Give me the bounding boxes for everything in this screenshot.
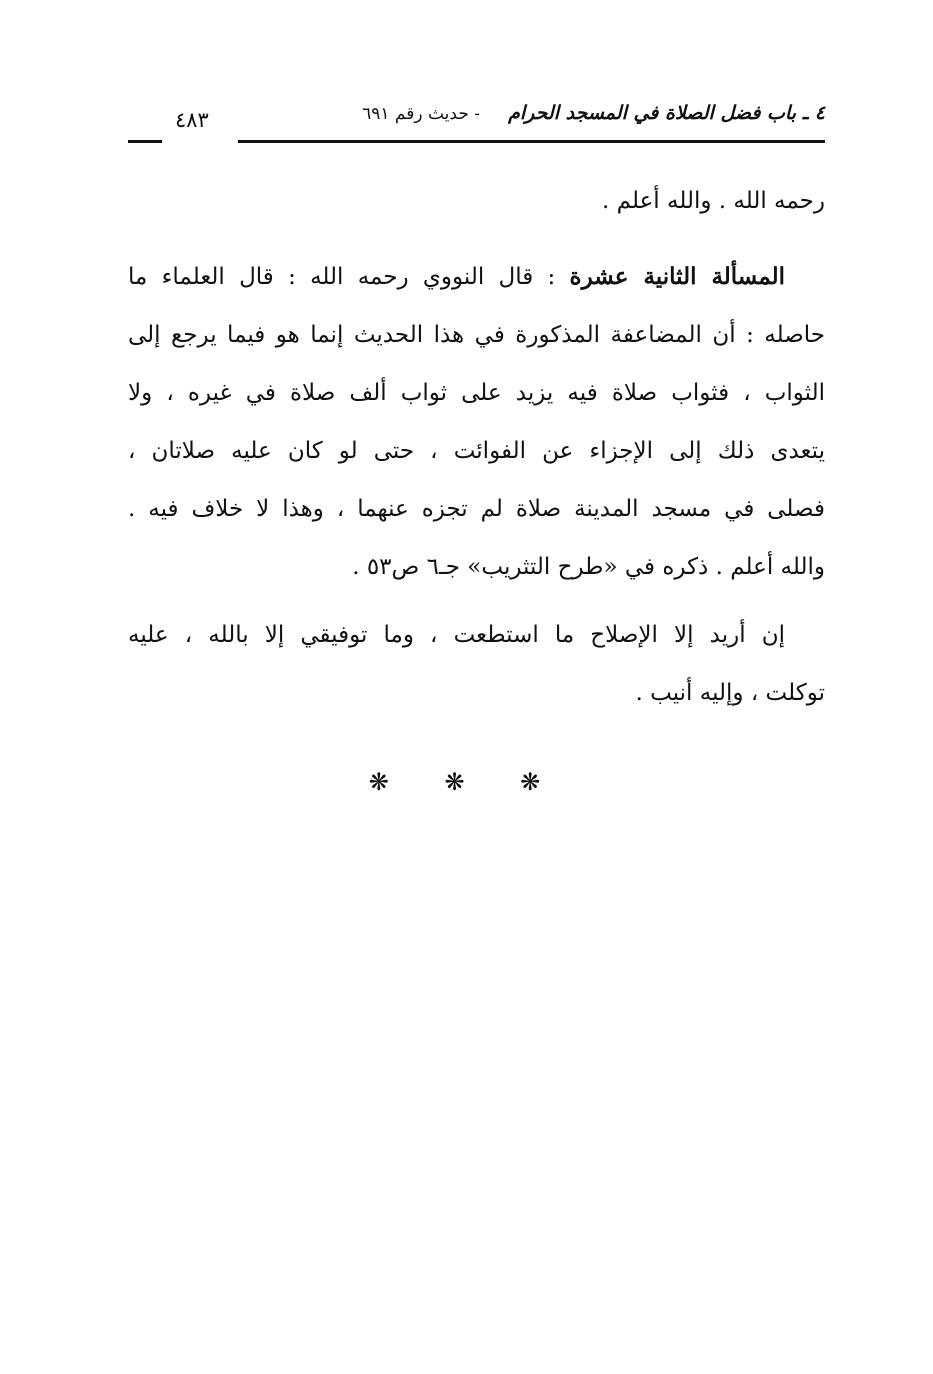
text-line: يتعدى ذلك إلى الإجزاء عن الفوائت ، حتى لو كان عليه صلاتان ، [128, 438, 825, 464]
text-line: الثواب ، فثواب صلاة فيه يزيد على ثواب ألف صلاة في غيره ، ولا [128, 380, 825, 406]
closing-line: توكلت ، وإليه أنيب . [635, 680, 825, 706]
closing-line: إن أريد إلا الإصلاح ما استطعت ، وما توفيقي إلا بالله ، عليه [128, 622, 785, 648]
hadith-reference: - حديث رقم ٦٩١ [362, 104, 480, 124]
text-line: حاصله : أن المضاعفة المذكورة في هذا الحديث إنما هو فيما يرجع إلى [128, 322, 825, 348]
question-line-rest: : قال النووي رحمه الله : قال العلماء ما [128, 264, 556, 290]
header-rule [238, 140, 825, 143]
text-line: رحمه الله . والله أعلم . [602, 188, 825, 214]
section-separator: ❋ ❋ ❋ [368, 768, 565, 796]
page-number: ٤٨٣ [175, 108, 209, 132]
text-line: والله أعلم . ذكره في «طرح التثريب» جـ٦ ص٥٣ . [352, 554, 825, 580]
running-header [128, 98, 825, 148]
chapter-title: ٤ ـ باب فضل الصلاة في المسجد الحرام [508, 102, 825, 124]
main-text [128, 172, 825, 722]
question-heading: المسألة الثانية عشرة [569, 263, 786, 290]
question-paragraph-first-line [128, 248, 825, 306]
text-line: فصلى في مسجد المدينة صلاة لم تجزه عنهما ، وهذا لا خلاف فيه . [128, 496, 825, 522]
header-rule-short [128, 140, 162, 143]
